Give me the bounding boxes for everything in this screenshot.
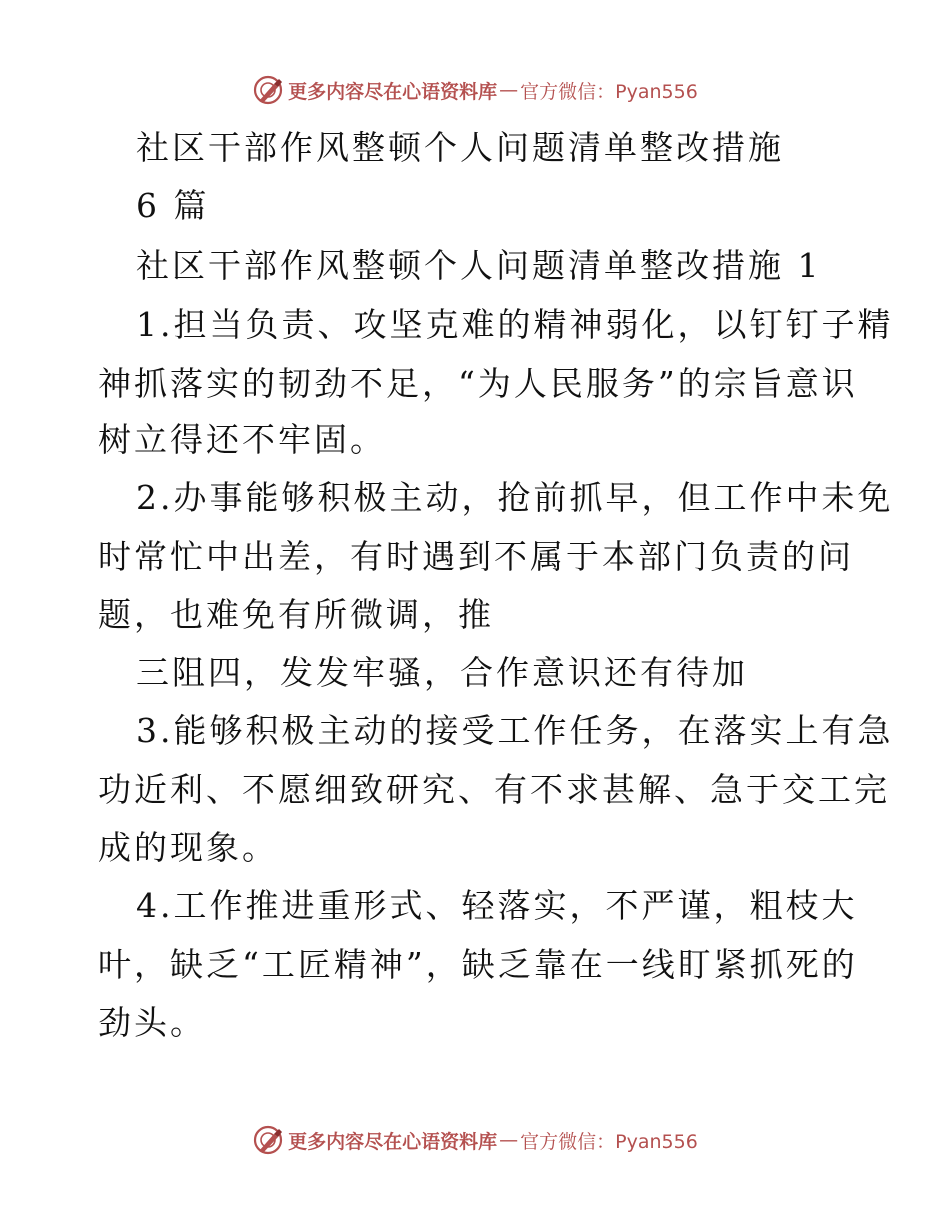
section-heading: 社区干部作风整顿个人问题清单整改措施 1 (136, 246, 822, 285)
paragraph-line: 树立得还不牢固。 (98, 420, 386, 459)
pen-logo-icon (252, 1124, 284, 1156)
paragraph-line: 神抓落实的韧劲不足，“为人民服务”的宗旨意识 (98, 364, 858, 403)
paragraph-line: 劲头。 (98, 1003, 206, 1042)
paragraph-line: 时常忙中出差，有时遇到不属于本部门负责的问 (98, 537, 854, 576)
paragraph-line: 2.办事能够积极主动，抢前抓早，但工作中未免 (136, 478, 894, 517)
paragraph-line: 叶，缺乏“工匠精神”，缺乏靠在一线盯紧抓死的 (98, 945, 858, 984)
watermark-contact: 官方微信：Pyan556 (520, 80, 698, 103)
paragraph-line: 三阻四，发发牢骚，合作意识还有待加 (136, 653, 748, 692)
paragraph-line: 4.工作推进重形式、轻落实，不严谨，粗枝大 (136, 886, 858, 925)
paragraph-line: 题，也难免有所微调，推 (98, 595, 494, 634)
watermark-contact: 官方微信：Pyan556 (520, 1130, 698, 1153)
watermark-brand: 更多内容尽在心语资料库 (288, 80, 498, 103)
document-title-line-1: 社区干部作风整顿个人问题清单整改措施 (136, 128, 784, 167)
document-title-line-2: 6 篇 (136, 186, 210, 225)
watermark-separator: — (499, 1129, 519, 1151)
paragraph-line: 成的现象。 (98, 828, 278, 867)
watermark-brand: 更多内容尽在心语资料库 (288, 1130, 498, 1153)
paragraph-line: 功近利、不愿细致研究、有不求甚解、急于交工完 (98, 770, 890, 809)
paragraph-line: 1.担当负责、攻坚克难的精神弱化，以钉钉子精 (136, 305, 894, 344)
pen-logo-icon (252, 74, 284, 106)
paragraph-line: 3.能够积极主动的接受工作任务，在落实上有急 (136, 711, 894, 750)
watermark-separator: — (499, 79, 519, 101)
watermark-footer (0, 1124, 950, 1156)
watermark-header (0, 74, 950, 106)
